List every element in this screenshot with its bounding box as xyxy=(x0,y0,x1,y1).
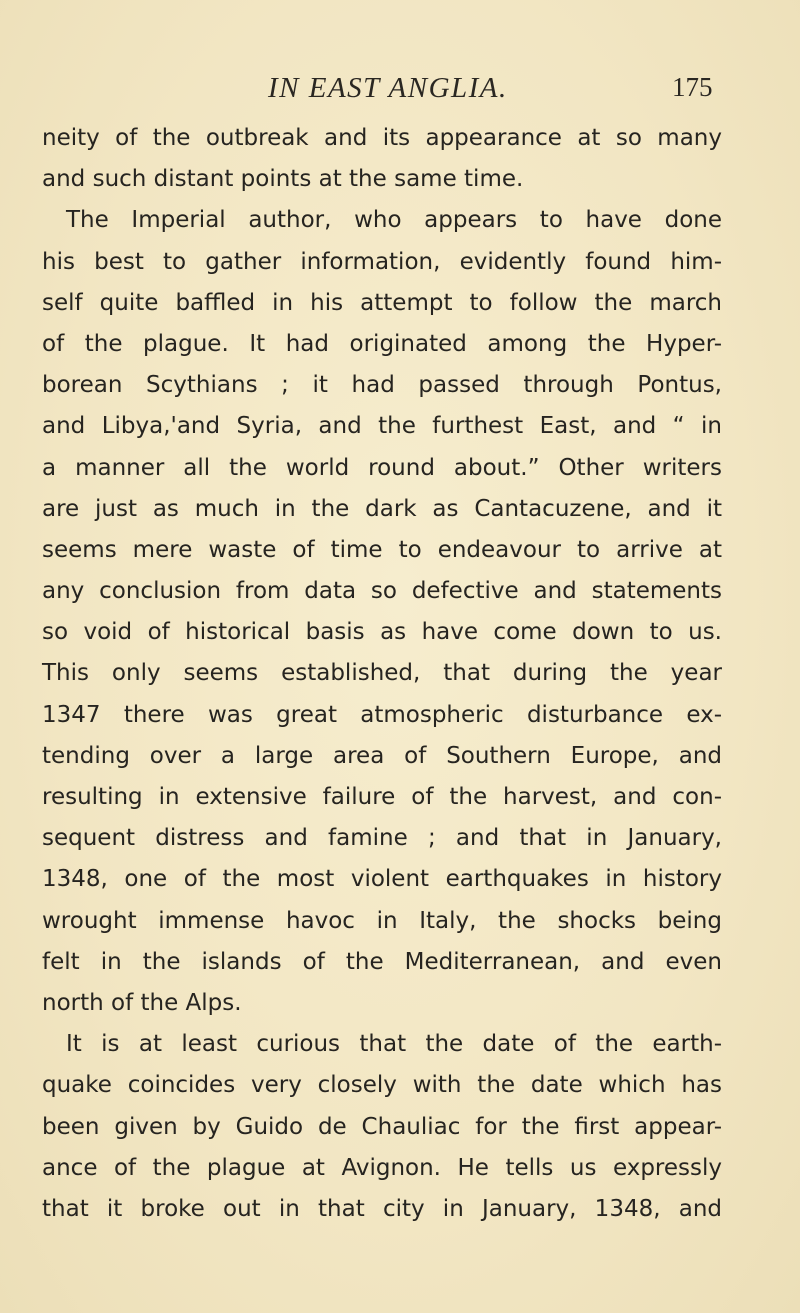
text-line: It is at least curious that the date of the earth- xyxy=(66,1031,722,1058)
text-line: are just as much in the dark as Cantacuzene, and it xyxy=(42,495,722,522)
text-line: borean Scythians ; it had passed through Pontus, xyxy=(42,372,722,399)
page-header xyxy=(0,72,800,112)
text-line: 1348, one of the most violent earthquakes in history xyxy=(42,866,722,893)
text-line: This only seems established, that during the year xyxy=(42,660,722,687)
text-line: felt in the islands of the Mediterranean, and even xyxy=(42,948,722,975)
text-line: any conclusion from data so defective and statements xyxy=(42,578,722,605)
text-line: that it broke out in that city in January, 1348, and xyxy=(42,1195,722,1222)
text-line: been given by Guido de Chauliac for the first appear- xyxy=(42,1113,722,1140)
text-line: self quite baffled in his attempt to follow the march xyxy=(42,289,722,316)
body-text xyxy=(42,118,722,1230)
text-line: wrought immense havoc in Italy, the shocks being xyxy=(42,907,722,934)
text-line: his best to gather information, evidently found him- xyxy=(42,248,722,275)
text-line: ance of the plague at Avignon. He tells us expressly xyxy=(42,1154,722,1181)
text-line: a manner all the world round about.” Other writers xyxy=(42,454,722,481)
text-line: 1347 there was great atmospheric disturbance ex- xyxy=(42,701,722,728)
text-line: quake coincides very closely with the date which has xyxy=(42,1072,722,1099)
text-line: sequent distress and famine ; and that in January, xyxy=(42,825,722,852)
text-line: so void of historical basis as have come down to us. xyxy=(42,619,722,646)
page-number: 175 xyxy=(672,72,713,102)
text-line: and Libya,'and Syria, and the furthest East, and “ in xyxy=(42,413,722,440)
text-line: tending over a large area of Southern Europe, and xyxy=(42,742,722,769)
text-line: The Imperial author, who appears to have done xyxy=(66,207,722,234)
text-line: resulting in extensive failure of the harvest, and con- xyxy=(42,784,722,810)
text-line: and such distant points at the same time. xyxy=(42,166,524,193)
text-line: of the plague. It had originated among the Hyper- xyxy=(42,330,722,357)
text-line: north of the Alps. xyxy=(42,989,242,1016)
text-line: seems mere waste of time to endeavour to arrive at xyxy=(42,536,722,563)
running-head: IN EAST ANGLIA. xyxy=(268,72,508,104)
text-line: neity of the outbreak and its appearance at so many xyxy=(42,125,722,151)
